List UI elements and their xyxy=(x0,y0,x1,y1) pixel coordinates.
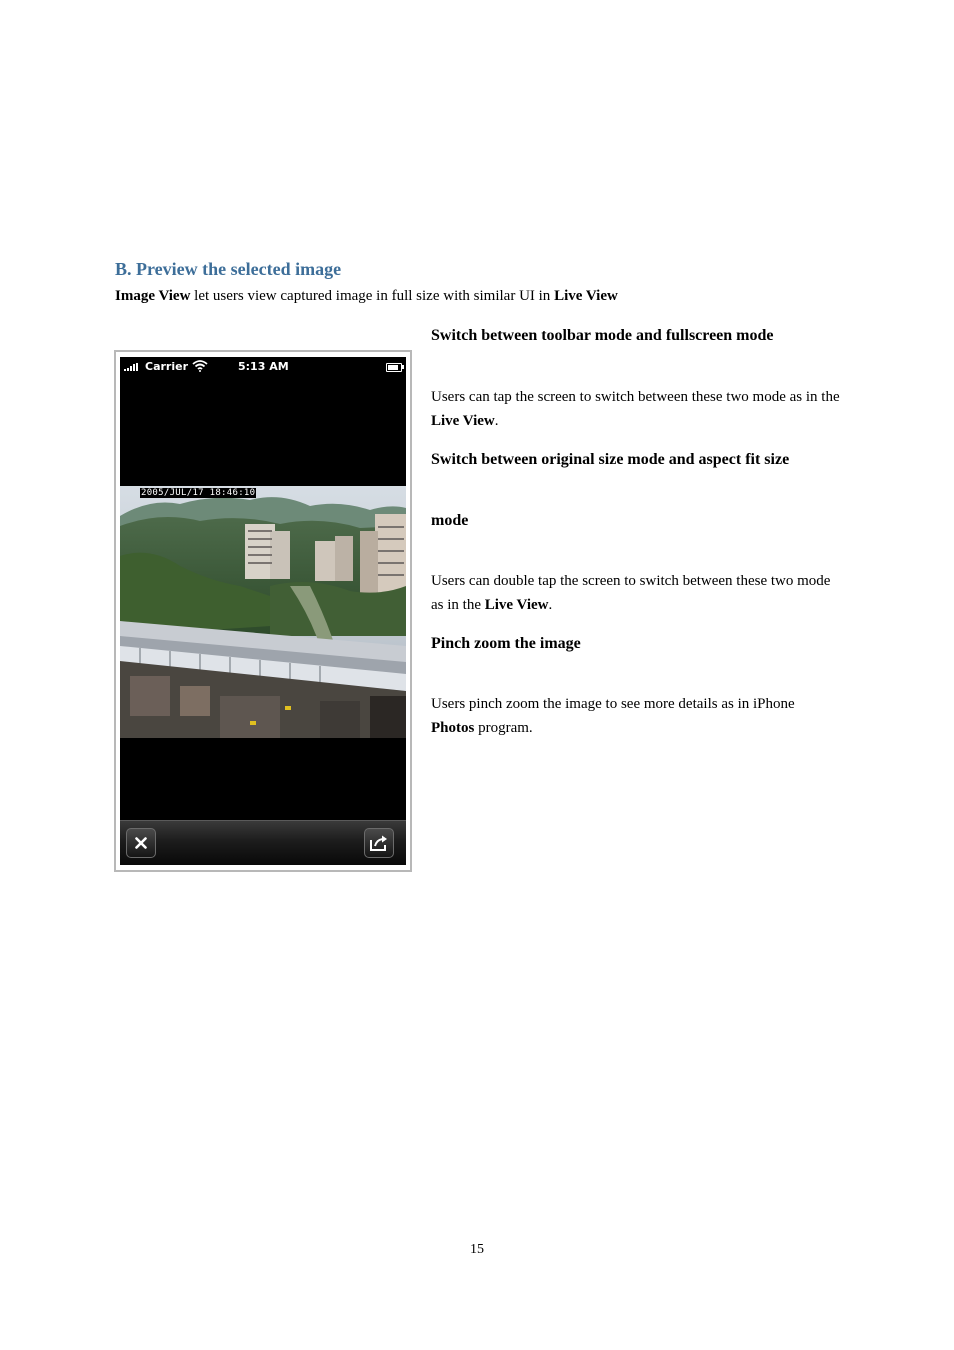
battery-tip xyxy=(402,365,404,369)
para-text-end: . xyxy=(494,413,499,429)
wifi-icon xyxy=(192,360,208,372)
battery-icon xyxy=(386,363,402,372)
share-button[interactable] xyxy=(364,828,394,858)
para-bold-photos: Photos xyxy=(431,720,475,736)
para-bold-live-view: Live View xyxy=(431,413,495,429)
heading-pinch-zoom: Pinch zoom the image xyxy=(431,635,581,652)
para-text-end: program. xyxy=(474,720,533,736)
section-title: B. Preview the selected image xyxy=(115,259,342,279)
para-bold-live-view: Live View xyxy=(484,597,549,613)
photo-timestamp: 2005/JUL/17 18:46:10 xyxy=(141,488,256,498)
status-time: 5:13 AM xyxy=(238,360,289,373)
paragraph-pinch-zoom xyxy=(431,692,841,740)
captured-city-photo[interactable] xyxy=(120,486,406,738)
para-text: Users pinch zoom the image to see more details as in iPhone xyxy=(431,696,795,712)
heading-size-mode-line2: mode xyxy=(431,512,469,529)
share-arrow-icon xyxy=(369,834,389,852)
intro-bold-live-view: Live View xyxy=(554,288,618,304)
page-number: 15 xyxy=(470,1242,484,1257)
carrier-label: Carrier xyxy=(145,360,189,373)
heading-size-mode-line1: Switch between original size mode and aspect fit size xyxy=(431,451,790,468)
phone-screenshot-frame xyxy=(114,350,412,872)
intro-bold-image-view: Image View xyxy=(115,288,191,304)
phone-screen xyxy=(120,357,406,865)
paragraph-toolbar-fullscreen xyxy=(431,385,841,433)
paragraph-size-mode xyxy=(431,569,841,617)
close-x-icon xyxy=(135,837,147,849)
intro-text: let users view captured image in full size with similar UI in xyxy=(190,288,555,304)
para-text: Users can tap the screen to switch between these two mode as in the xyxy=(431,389,840,405)
intro-paragraph xyxy=(115,288,618,305)
para-text: Users can double tap the screen to switch between these two mode as in the xyxy=(431,573,831,613)
image-view-toolbar xyxy=(120,820,406,865)
status-bar xyxy=(120,357,406,377)
para-text-end: . xyxy=(548,597,553,613)
signal-bars-icon xyxy=(124,363,142,371)
close-button[interactable] xyxy=(126,828,156,858)
heading-toolbar-fullscreen: Switch between toolbar mode and fullscreen mode xyxy=(431,327,774,344)
